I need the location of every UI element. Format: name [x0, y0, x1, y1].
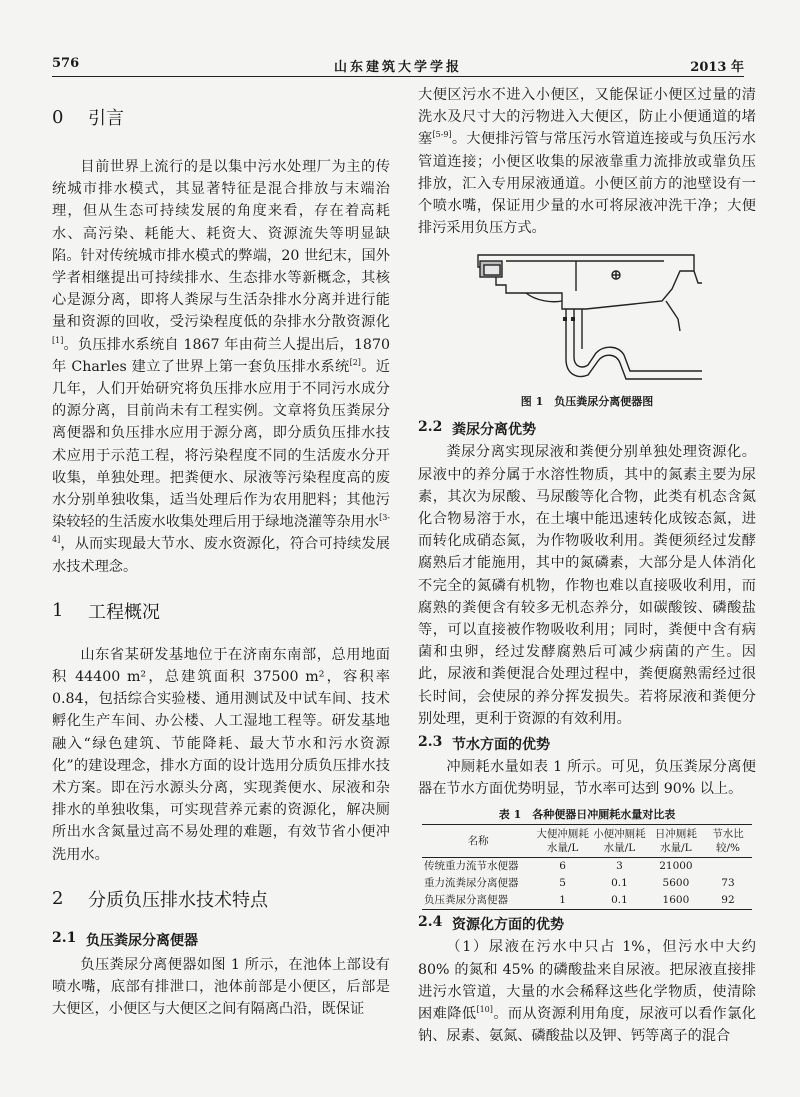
- table-cell: 1: [534, 892, 591, 910]
- table-cell: 0.1: [591, 892, 648, 910]
- table-cell: 3: [616, 860, 623, 873]
- text-run: 。而从资源利用角度，尿液可以看作氯化钠、尿素、氨氮、磷酸盐以及钾、钙等离子的混合: [418, 1006, 756, 1045]
- table-cell: 1600: [648, 892, 704, 910]
- table-row: [422, 875, 752, 892]
- citation: [10]: [476, 1005, 493, 1015]
- subsection-number: 2.4: [418, 914, 443, 931]
- subsection-title: 资源化方面的优势: [452, 917, 564, 934]
- figure-1: [418, 249, 756, 389]
- section-number: 1: [52, 600, 64, 622]
- subsection-number: 2.1: [52, 929, 77, 946]
- text-run: 。大便排污管与常压污水管道连接或与负压污水管道连接；小便区收集的尿液靠重力流排放或靠负压排放，汇入专用尿液通道。小便区前方的池壁设有一个喷水嘴，保证用少量的水可将尿液冲洗干净；大便排污采用负压方式。: [418, 131, 756, 237]
- section-number: 0: [52, 106, 64, 128]
- subsection-title: 负压粪尿分离便器: [86, 932, 198, 949]
- table-cell: 5: [559, 877, 566, 890]
- section-number: 2: [52, 888, 64, 910]
- text-run: 。近几年，人们开始研究将负压排水应用于不同污水成分的源分离，目前尚未有工程实例。文章将负压粪尿分离便器和负压排水应用于源分离，即分质负压排水技术应用于示范工程，将污染程度不同的生活废水分开收集，单独处理。把粪便水、尿液等污染程度高的废水分别单独收集，适当处理后作为农用肥料；其他污染较轻的生活废水收集处理后用于绿地浇灌等杂用水: [52, 358, 390, 531]
- table-header-cell: 名称: [422, 825, 534, 858]
- running-header: [52, 56, 744, 78]
- subsection-title: 粪尿分离优势: [452, 422, 536, 439]
- table-cell: 6: [559, 860, 566, 873]
- table-header-cell: 节水比较/%: [704, 825, 752, 858]
- table-header-row: [422, 825, 752, 858]
- project-overview-paragraph: 山东省某研发基地位于在济南东南部，总用地面积 44400 m²，总建筑面积 37500 m²，容积率 0.84，包括综合实验楼、通用测试及中试车间、技术孵化生产车间、办公楼、人工湿地工程等。研发基地融入“绿色建筑、节能降耗、最大节水和污水资源化”的建设理念，排水方面的设计选用分质负压排水技术方案。即在污水源头分离，实现粪便水、尿液和杂排水的单独收集，可实现营养元素的资源化，解决厕所出水含氮量过高不易处理的难题，有效节省小便冲洗用水。: [52, 646, 390, 863]
- text-run: 大便区污水不进入小便区，又能保证小便区过量的清洗水及尺寸大的污物进入大便区，防止小便通道的堵塞: [418, 87, 756, 148]
- citation: [5-9]: [432, 130, 452, 140]
- toilet-description-continued: [418, 84, 756, 239]
- header-year: 2013 年: [690, 60, 744, 75]
- section-title: 引言: [88, 108, 124, 129]
- subsection-number: 2.3: [418, 734, 443, 751]
- figure-1-caption: 图 1 负压粪尿分离便器图: [520, 395, 654, 409]
- table-cell: 21000: [659, 860, 693, 873]
- intro-paragraph: [52, 156, 390, 578]
- subsection-number: 2.2: [418, 419, 443, 436]
- separation-advantage-paragraph: 粪尿分离实现尿液和粪便分别单独处理资源化。尿液中的养分属于水溶性物质，其中的氮素主要为尿素，其次为尿酸、马尿酸等化合物，此类有机态含氮化合物易溶于水，在土壤中能迅速转化成铵态氮，进而转化成硝态氮，为作物吸收利用。粪便须经过发酵腐熟后才能施用，其中的氮磷素，大部分是人体消化不完全的氮磷有机物，作物也难以直接吸收利用，而腐熟的粪便含有较多无机态养分，如碳酸铵、磷酸盐等，可以直接被作物吸收利用；同时，粪便中含有病菌和虫卵，经过发酵腐熟后可减少病菌的产生。因此，尿液和粪便混合处理过程中，粪便腐熟需经过很长时间，会使尿的养分挥发损失。若将尿液和粪便分别处理，更利于资源的有效利用。: [418, 444, 756, 727]
- water-saving-paragraph: 冲厕耗水量如表 1 所示。可见，负压粪尿分离便器在节水方面优势明显，节水率可达到 90% 以上。: [418, 759, 756, 798]
- table-cell: [704, 858, 752, 876]
- subsection-title: 节水方面的优势: [452, 737, 550, 754]
- text-run: ，从而实现最大节水、废水资源化，符合可持续发展水技术理念。: [52, 536, 390, 575]
- table-header-cell: 日冲厕耗水量/L: [648, 825, 704, 858]
- page-number: 576: [52, 56, 80, 71]
- table-header-cell: 大便冲厕耗水量/L: [534, 825, 591, 858]
- table-cell: 重力流粪尿分离便器: [424, 877, 519, 890]
- section-2-heading: [52, 886, 390, 912]
- header-rule: [52, 76, 744, 77]
- right-column: [418, 84, 756, 1047]
- subsection-2-4-heading: [418, 914, 756, 934]
- table-cell: 0.1: [611, 877, 628, 890]
- section-title: 分质负压排水技术特点: [88, 889, 268, 911]
- subsection-2-2-heading: [418, 419, 756, 439]
- toilet-description-paragraph: 负压粪尿分离便器如图 1 所示，在池体上部设有喷水嘴，底部有排泄口，池体前部是小便区，后部是大便区，小便区与大便区之间有隔离凸沿，既保证: [52, 956, 390, 1018]
- table-cell: 传统重力流节水便器: [424, 860, 519, 873]
- text-run: （1）尿液在污水中只占 1%，但污水中大约 80% 的氮和 45% 的磷酸盐来自尿液。把尿液直接排进污水管道，大量的水会稀释这些化学物质，使清除困难降低: [418, 939, 756, 1023]
- citation: [2]: [349, 357, 361, 367]
- journal-name: 山东建筑大学学报: [333, 60, 462, 75]
- section-1-heading: [52, 598, 390, 624]
- table-row: [422, 892, 752, 910]
- table-1: [422, 824, 752, 910]
- text-run: 。负压排水系统自 1867 年由荷兰人提出后，1870 年 Charles 建立了世界上第一套负压排水系统: [52, 336, 390, 375]
- section-0-heading: [52, 104, 390, 130]
- toilet-diagram-illustration: [466, 249, 706, 387]
- citation: [3-4]: [52, 513, 390, 545]
- subsection-2-3-heading: [418, 734, 756, 754]
- table-cell: 5600: [662, 877, 690, 890]
- table-cell: 92: [704, 892, 752, 910]
- table-cell: 负压粪尿分离便器: [422, 892, 534, 910]
- table-header-cell: 小便冲厕耗水量/L: [591, 825, 648, 858]
- left-column: [52, 84, 390, 1021]
- section-title: 工程概况: [88, 601, 160, 623]
- table-cell: 73: [721, 877, 735, 890]
- table-row: [422, 858, 752, 876]
- resource-advantage-paragraph: [418, 936, 756, 1047]
- text-run: 目前世界上流行的是以集中污水处理厂为主的传统城市排水模式，其显著特征是混合排放与末端治理，但从生态可持续发展的角度来看，存在着高耗水、高污染、耗能大、耗资大、资源流失等明显缺陷。针对传统城市排水模式的弊端，20 世纪末，国外学者相继提出可持续排水、生态排水等新概念，其核心是源分离，即将人粪尿与生活杂排水分离并进行能量和资源的回收，受污染程度低的杂排水分散资源化: [52, 159, 390, 331]
- subsection-2-1-heading: [52, 930, 390, 950]
- table-1-title: 表 1 各种便器日冲厕耗水量对比表: [498, 808, 676, 822]
- citation: [1]: [52, 335, 64, 345]
